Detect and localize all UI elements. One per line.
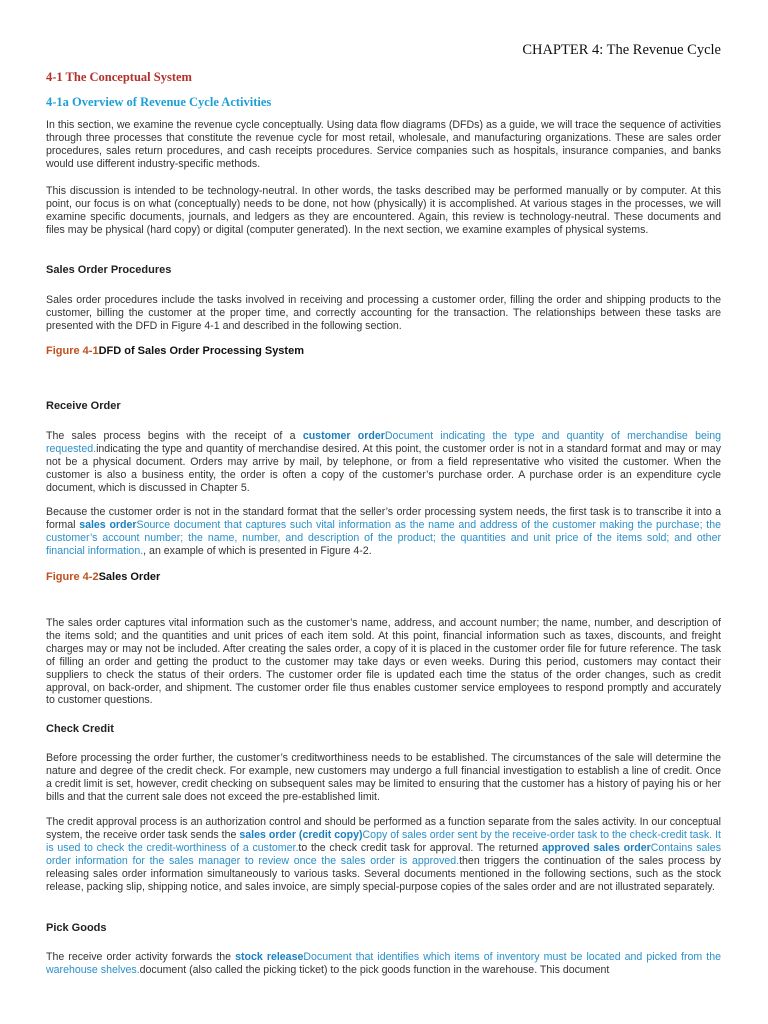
pick-goods-paragraph bbox=[46, 951, 721, 977]
text-run: indicating the type and quantity of merchandise desired. At this point, the customer order is not in a standard format and may or may not be a physical document. Orders may arrive by mail, by telephone, or from a field representative who visited the customer. When the customer is also a business entity, the order is often a copy of the customer’s purchase order. A purchase order is an expenditure cycle document, which is discussed in Chapter 5. bbox=[46, 442, 721, 494]
figure-caption-text: DFD of Sales Order Processing System bbox=[98, 345, 304, 357]
intro-paragraph-2: This discussion is intended to be technology-neutral. In other words, the tasks described may be performed manually or by computer. At this point, our focus is on what (conceptually) needs to be done, not how (physically) it is accomplished. At various stages in the processes, we will examine specific documents, journals, and ledgers as they are encountered. Again, this review is technology-neutral. These documents and files may be physical (hard copy) or digital (computer generated). In the next section, we examine examples of physical systems. bbox=[46, 185, 721, 236]
text-run: The credit approval process is an authorization control and should be performed as a function separate from the sales activity. In our conceptual system, the receive order task sends the bbox=[46, 816, 721, 841]
figure-caption-text: Sales Order bbox=[98, 571, 161, 583]
receive-order-heading: Receive Order bbox=[46, 400, 121, 412]
intro-paragraph-1: In this section, we examine the revenue cycle conceptually. Using data flow diagrams (DFDs) as a guide, we will trace the sequence of activities through three processes that constitute the revenue cycle for most retail, wholesale, and manufacturing organizations. These are sales order procedures, sales return procedures, and cash receipts procedures. Service companies such as hospitals, insurance companies, and banks would use different industry-specific methods. bbox=[46, 119, 721, 170]
glossary-term-sales-order-credit-copy[interactable]: sales order (credit copy) bbox=[239, 828, 363, 841]
glossary-term-approved-sales-order[interactable]: approved sales order bbox=[541, 841, 651, 854]
figure-4-1-caption bbox=[46, 345, 304, 357]
subsection-heading: 4-1a Overview of Revenue Cycle Activities bbox=[46, 95, 272, 109]
glossary-term-customer-order[interactable]: customer order bbox=[302, 430, 385, 442]
check-credit-paragraph-1: Before processing the order further, the customer’s creditworthiness needs to be established. The circumstances of the sale will determine the nature and degree of the credit check. For example, new customers may undergo a full financial investigation to establish a line of credit. Once a credit limit is set, however, credit checking on subsequent sales may be limited to ensuring that the customer has a history of paying his or her bills and that the current sale does not exceed the pre-established limit. bbox=[46, 752, 721, 803]
sales-order-description-paragraph: The sales order captures vital information such as the customer’s name, address, and account number; the name, number, and description of the items sold; and the quantities and unit prices of each item sold. At this point, financial information such as taxes, discounts, and freight charges may or may not be included. After creating the sales order, a copy of it is placed in the customer order file for future reference. The task of filling an order and getting the product to the customer may take days or even weeks. During this period, customers may contact their suppliers to check the status of their orders. The customer order file is updated each time the status of the order changes, such as credit approval, on back-order, and shipment. The customer order file thus enables customer service employees to respond promptly and accurately to customer questions. bbox=[46, 617, 721, 707]
glossary-definition: Document indicating the type and quantity of merchandise being requested. bbox=[46, 430, 721, 455]
text-run: The sales process begins with the receipt of a bbox=[46, 430, 303, 442]
receive-order-paragraph-2 bbox=[46, 506, 721, 558]
text-run: The receive order activity forwards the bbox=[46, 951, 236, 963]
text-run: Because the customer order is not in the standard format that the seller’s order processing system needs, the first task is to transcribe it into a formal bbox=[46, 506, 721, 531]
text-run: , an example of which is presented in Figure 4-2. bbox=[143, 544, 372, 557]
pick-goods-heading: Pick Goods bbox=[46, 922, 107, 934]
section-heading: 4-1 The Conceptual System bbox=[46, 70, 192, 84]
glossary-definition: Contains sales order information for the sales manager to review once the sales order is approved. bbox=[46, 841, 721, 867]
chapter-title: CHAPTER 4: The Revenue Cycle bbox=[522, 42, 721, 58]
text-run: then triggers the continuation of the sales process by releasing sales order information simultaneously to various tasks. Several documents mentioned in the following sections, such as the stock release, packing slip, shipping notice, and sales invoice, are simply special-purpose copies of the sales order and are not illustrated separately. bbox=[46, 854, 721, 893]
sales-order-procedures-paragraph: Sales order procedures include the tasks involved in receiving and processing a customer order, filling the order and shipping products to the customer, billing the customer at the proper time, and correctly accounting for the transaction. The relationships between these tasks are presented with the DFD in Figure 4-1 and described in the following section. bbox=[46, 294, 721, 332]
glossary-definition: Copy of sales order sent by the receive-order task to the check-credit task. It is used to check the credit-worthiness of a customer. bbox=[46, 828, 721, 854]
check-credit-heading: Check Credit bbox=[46, 723, 114, 735]
sales-order-procedures-heading: Sales Order Procedures bbox=[46, 264, 172, 276]
glossary-term-stock-release[interactable]: stock release bbox=[235, 951, 304, 963]
glossary-definition: Source document that captures such vital information as the name and address of the customer making the purchase; the customer’s account number; the name, number, and description of the product; the quantities and unit price of the items sold; and other financial information. bbox=[46, 518, 721, 557]
text-run: to the check credit task for approval. The returned bbox=[298, 841, 542, 854]
figure-4-2-caption bbox=[46, 571, 160, 583]
receive-order-paragraph-1 bbox=[46, 430, 721, 495]
figure-number: Figure 4-1 bbox=[46, 345, 99, 357]
figure-number: Figure 4-2 bbox=[46, 571, 99, 583]
text-run: document (also called the picking ticket) to the pick goods function in the warehouse. This document bbox=[139, 963, 610, 976]
check-credit-paragraph-2 bbox=[46, 816, 721, 893]
glossary-term-sales-order[interactable]: sales order bbox=[79, 518, 137, 531]
glossary-definition: Document that identifies which items of inventory must be located and picked from the warehouse shelves. bbox=[46, 951, 721, 976]
